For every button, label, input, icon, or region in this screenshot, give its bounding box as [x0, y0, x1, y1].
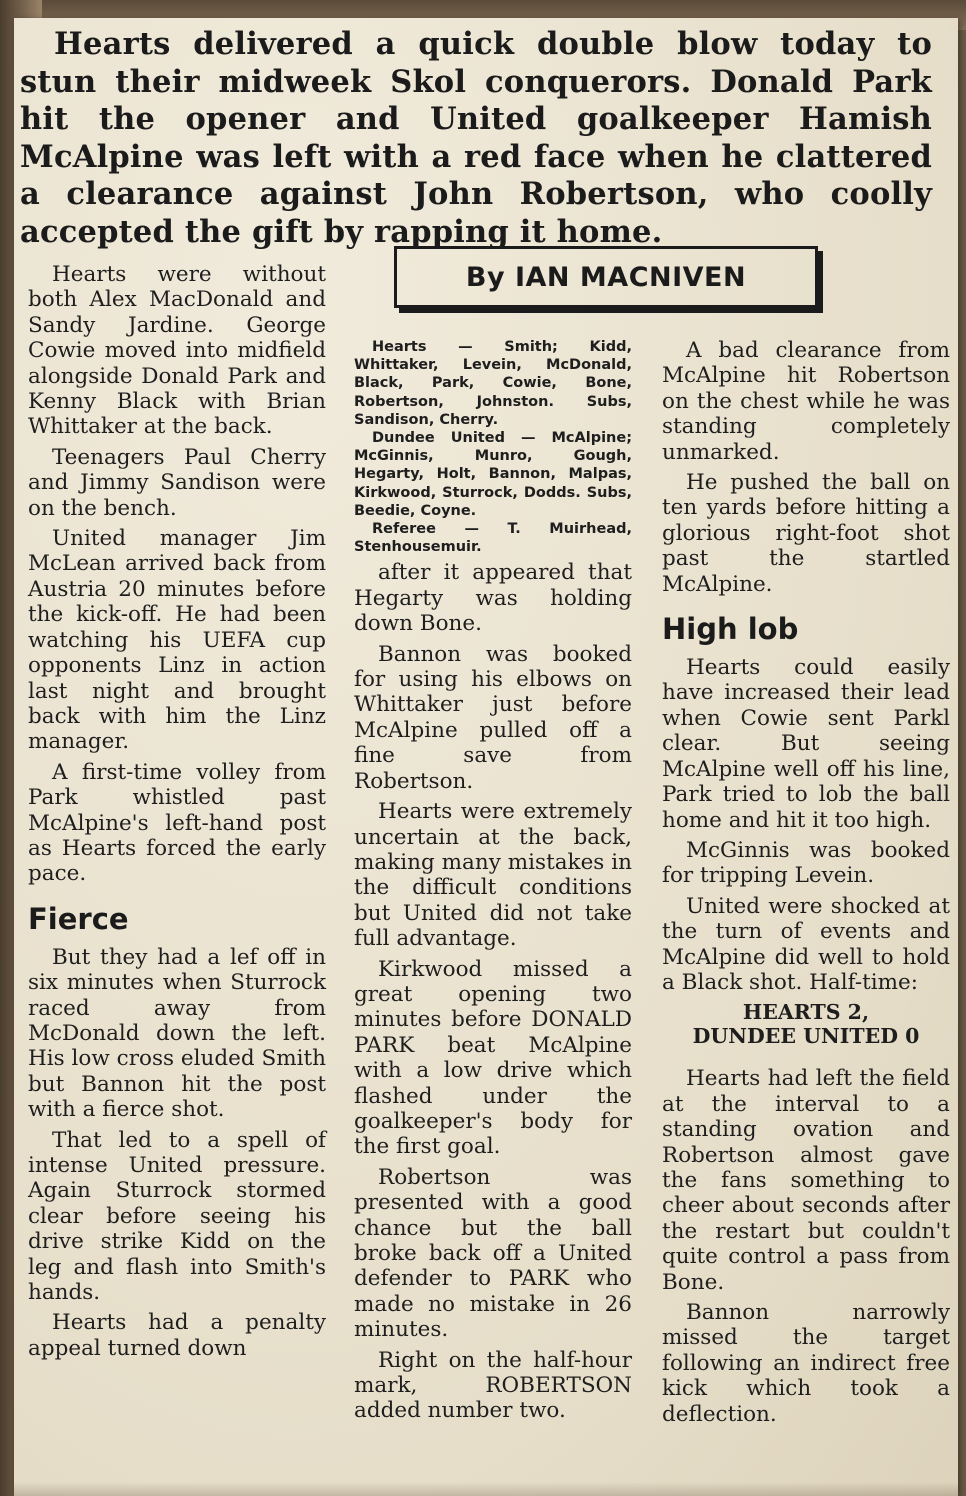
paragraph: United were shocked at the turn of events and McAlpine did well to hold a Black shot. Half-time:: [662, 893, 950, 995]
paragraph: McGinnis was booked for tripping Levein.: [662, 837, 950, 889]
column-1: [28, 262, 326, 1366]
paragraph: Hearts could easily have increased their lead when Cowie sent Parkl clear. But seeing McAlpine well off his line, Park tried to lob the ball home and hit it too high.: [662, 655, 950, 833]
byline: By IAN MACNIVEN: [465, 261, 747, 293]
paragraph: But they had a lef off in six minutes when Sturrock raced away from McDonald down the left. His low cross eluded Smith but Bannon hit the post with a fierce shot.: [28, 944, 326, 1123]
paragraph: Bannon narrowly missed the target following an indirect free kick which took a deflection.: [662, 1300, 950, 1427]
lineup-dundee-united: Dundee United — McAlpine; McGinnis, Munro, Gough, Hegarty, Holt, Bannon, Malpas, Kirkwood, Sturrock, Dodds. Subs, Beedie, Coyne.: [354, 430, 632, 519]
newspaper-clipping: [14, 18, 958, 1496]
byline-box: [394, 246, 818, 308]
column-2: [354, 338, 632, 1429]
subheading-high-lob: High lob: [662, 612, 799, 647]
score-line-dundee-united: DUNDEE UNITED 0: [692, 1024, 920, 1049]
lineup-referee: Referee — T. Muirhead, Stenhousemuir.: [354, 521, 632, 556]
paragraph: Hearts were extremely uncertain at the back, making many mistakes in the difficult conditions but United did not take full advantage.: [354, 799, 632, 952]
half-time-score: [662, 1000, 950, 1048]
paragraph: Hearts had left the field at the interval to a standing ovation and Robertson almost gave the fans something to cheer about seconds after the restart but couldn't quite control a pass from Bone.: [662, 1066, 950, 1295]
subheading-fierce: Fierce: [28, 901, 129, 936]
column-3: [662, 338, 950, 1432]
intro-paragraph: Hearts delivered a quick double blow today to stun their midweek Skol conquerors. Donald Park hit the opener and United goalkeeper Hamish McAlpine was left with a red face when he clattered a clearance against John Robertson, who coolly accepted the gift by rapping it home.: [20, 26, 932, 250]
paragraph: Robertson was presented with a good chance but the ball broke back off a United defender to PARK who made no mistake in 26 minutes.: [354, 1164, 632, 1343]
paragraph: He pushed the ball on ten yards before hitting a glorious right-foot shot past the startled McAlpine.: [662, 470, 950, 597]
paragraph: United manager Jim McLean arrived back from Austria 20 minutes before the kick-off. He had been watching his UEFA cup opponents Linz in action last night and brought back with him the Linz manager.: [28, 526, 326, 755]
paragraph: Kirkwood missed a great opening two minutes before DONALD PARK beat McAlpine with a low drive which flashed under the goalkeeper's body for the first goal.: [354, 956, 632, 1160]
lineup-hearts: Hearts — Smith; Kidd, Whittaker, Levein, McDonald, Black, Park, Cowie, Bone, Robertson, Johnston. Subs, Sandison, Cherry.: [354, 339, 632, 428]
paragraph: A bad clearance from McAlpine hit Robertson on the chest while he was standing completely unmarked.: [662, 338, 950, 465]
paragraph: A first-time volley from Park whistled past McAlpine's left-hand post as Hearts forced the early pace.: [28, 759, 326, 887]
paragraph: That led to a spell of intense United pressure. Again Sturrock stormed clear before seeing his drive strike Kidd on the leg and flash into Smith's hands.: [28, 1127, 326, 1306]
paragraph: after it appeared that Hegarty was holding down Bone.: [354, 560, 632, 637]
torn-edge: [14, 1482, 958, 1496]
paragraph: Right on the half-hour mark, ROBERTSON added number two.: [354, 1347, 632, 1424]
paragraph: Hearts were without both Alex MacDonald and Sandy Jardine. George Cowie moved into midfield alongside Donald Park and Kenny Black with Brian Whittaker at the back.: [28, 262, 326, 440]
team-lineups: [354, 338, 632, 556]
score-line-hearts: HEARTS 2,: [742, 1000, 870, 1025]
paragraph: Bannon was booked for using his elbows on Whittaker just before McAlpine pulled off a fine save from Robertson.: [354, 641, 632, 794]
paragraph: Teenagers Paul Cherry and Jimmy Sandison were on the bench.: [28, 444, 326, 521]
paragraph: Hearts had a penalty appeal turned down: [28, 1310, 326, 1361]
